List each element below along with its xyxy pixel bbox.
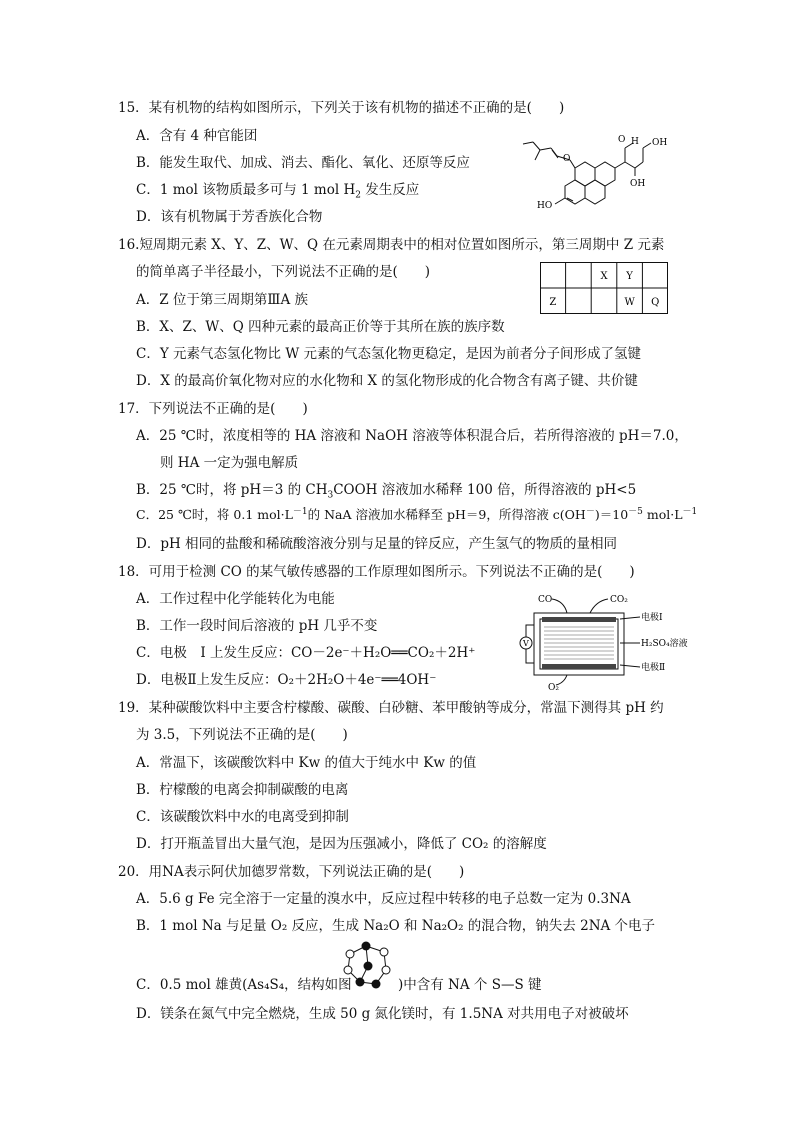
periodic-table-figure [540,262,668,314]
q20-option-b: B．1 mol Na 与足量 O₂ 反应，生成 Na₂O 和 Na₂O₂ 的混合物，钠失去 2NA 个电子 [136,918,656,934]
q19-stem-line1: 19．某种碳酸饮料中主要含柠檬酸、碳酸、白砂糖、苯甲酸钠等成分，常温下测得其 pH 约 [118,700,664,716]
q15-option-d: D．该有机物属于芳香族化合物 [136,209,323,225]
q16-option-b: B．X、Z、W、Q 四种元素的最高正价等于其所在族的族序数 [136,319,505,335]
q15-stem: 15．某有机物的结构如图所示，下列关于该有机物的描述不正确的是( ) [118,100,565,116]
q15-option-a: A．含有 4 种官能团 [136,128,258,144]
q20-option-c-post: )中含有 NA 个 S—S 键 [398,977,542,993]
q19-option-c: C．该碳酸饮料中水的电离受到抑制 [136,809,349,825]
q15-option-b: B．能发生取代、加成、消去、酯化、氧化、还原等反应 [136,155,470,171]
q16-stem-line2: 的简单离子半径最小，下列说法不正确的是( ) [136,264,431,280]
q17-option-a-line2: 则 HA 一定为强电解质 [160,455,299,471]
q19-option-d: D．打开瓶盖冒出大量气泡，是因为压强减小，降低了 CO₂ 的溶解度 [136,836,547,852]
struct-oh-label: OH [652,138,668,148]
q18-option-a: A．工作过程中化学能转化为电能 [136,591,335,607]
cell-x: X [600,271,608,282]
q17-option-b: B．25 ℃时，将 pH＝3 的 $CH_3COOH$ 溶液加水稀释 100 倍，所得溶液的 pH<5 [136,482,637,501]
q17-option-c: C．25 ℃时，将 0.1 $mol\cdot L^{-1}$的 NaA 溶液加水稀释至 pH＝9，所得溶液 $c(OH^-)=10^{-5}$ $mol\cdot L^{-1}$ [136,506,698,522]
svg-text:OH: OH [630,179,646,189]
q16-option-d: D．X 的最高价氧化物对应的水化物和 X 的氢化物形成的化合物含有离子键、共价键 [136,373,638,389]
co2-label: CO₂ [610,595,628,605]
q19-stem-line2: 为 3.5，下列说法不正确的是( ) [136,727,348,743]
struct-o-label: O [563,154,571,164]
q17-option-a-line1: A．25 ℃时，浓度相等的 HA 溶液和 NaOH 溶液等体积混合后，若所得溶液的 pH＝7.0， [136,428,688,444]
q19-option-b: B．柠檬酸的电离会抑制碳酸的电离 [136,782,349,798]
struct-acid-o-label: O [618,135,626,145]
voltmeter-label: V [523,639,529,648]
o2-label: O₂ [548,683,559,693]
as4s4-structure-figure [340,940,396,992]
cell-y: Y [626,271,633,282]
co-label: CO [538,595,553,605]
gas-sensor-figure [512,593,692,691]
cell-q: Q [651,297,660,308]
q18-option-c: C．电极 Ⅰ 上发生反应：CO－2e⁻＋H₂O══CO₂＋2H⁺ [136,645,476,661]
q20-option-d: D．镁条在氮气中完全燃烧，生成 50 g 氮化镁时，有 1.5NA 对共用电子对被破坏 [136,1006,629,1022]
cell-w: W [624,297,635,308]
q16-stem-line1: 16.短周期元素 X、Y、Z、W、Q 在元素周期表中的相对位置如图所示，第三周期中 Z 元素 [118,237,665,253]
q18-option-d: D．电极Ⅱ上发生反应：O₂＋2H₂O＋4e⁻══4OH⁻ [136,672,437,688]
q16-option-a: A．Z 位于第三周期第ⅢA 族 [136,292,308,308]
q17-stem: 17．下列说法不正确的是( ) [118,401,308,417]
q15-option-c: C．1 mol 该物质最多可与 1 mol $H_2$ 发生反应 [136,182,420,201]
q18-stem: 18．可用于检测 CO 的某气敏传感器的工作原理如图所示。下列说法不正确的是( ) [118,564,635,580]
q20-option-c-pre: C．0.5 mol 雄黄(As₄S₄，结构如图 [136,977,352,993]
solution-label: H₂SO₄溶液 [641,639,688,649]
q20-stem: 20．用NA表示阿伏加德罗常数，下列说法正确的是( ) [118,864,465,880]
organic-structure-figure [515,128,675,218]
electrode-1-label: 电极Ⅰ [641,613,663,623]
q18-option-b: B．工作一段时间后溶液的 pH 几乎不变 [136,618,378,634]
q20-option-a: A．5.6 g Fe 完全溶于一定量的溴水中，反应过程中转移的电子总数一定为 0.3NA [136,891,631,907]
q17-option-d: D．pH 相同的盐酸和稀硫酸溶液分别与足量的锌反应，产生氢气的物质的量相同 [136,536,618,552]
q16-option-c: C．Y 元素气态氢化物比 W 元素的气态氢化物更稳定，是因为前者分子间形成了氢键 [136,346,641,362]
struct-ho-label: HO [537,201,553,211]
electrode-2-label: 电极Ⅱ [641,663,666,673]
q19-option-a: A．常温下，该碳酸饮料中 Kw 的值大于纯水中 Kw 的值 [136,755,477,771]
cell-z: Z [549,297,557,308]
svg-text:H: H [631,137,639,147]
